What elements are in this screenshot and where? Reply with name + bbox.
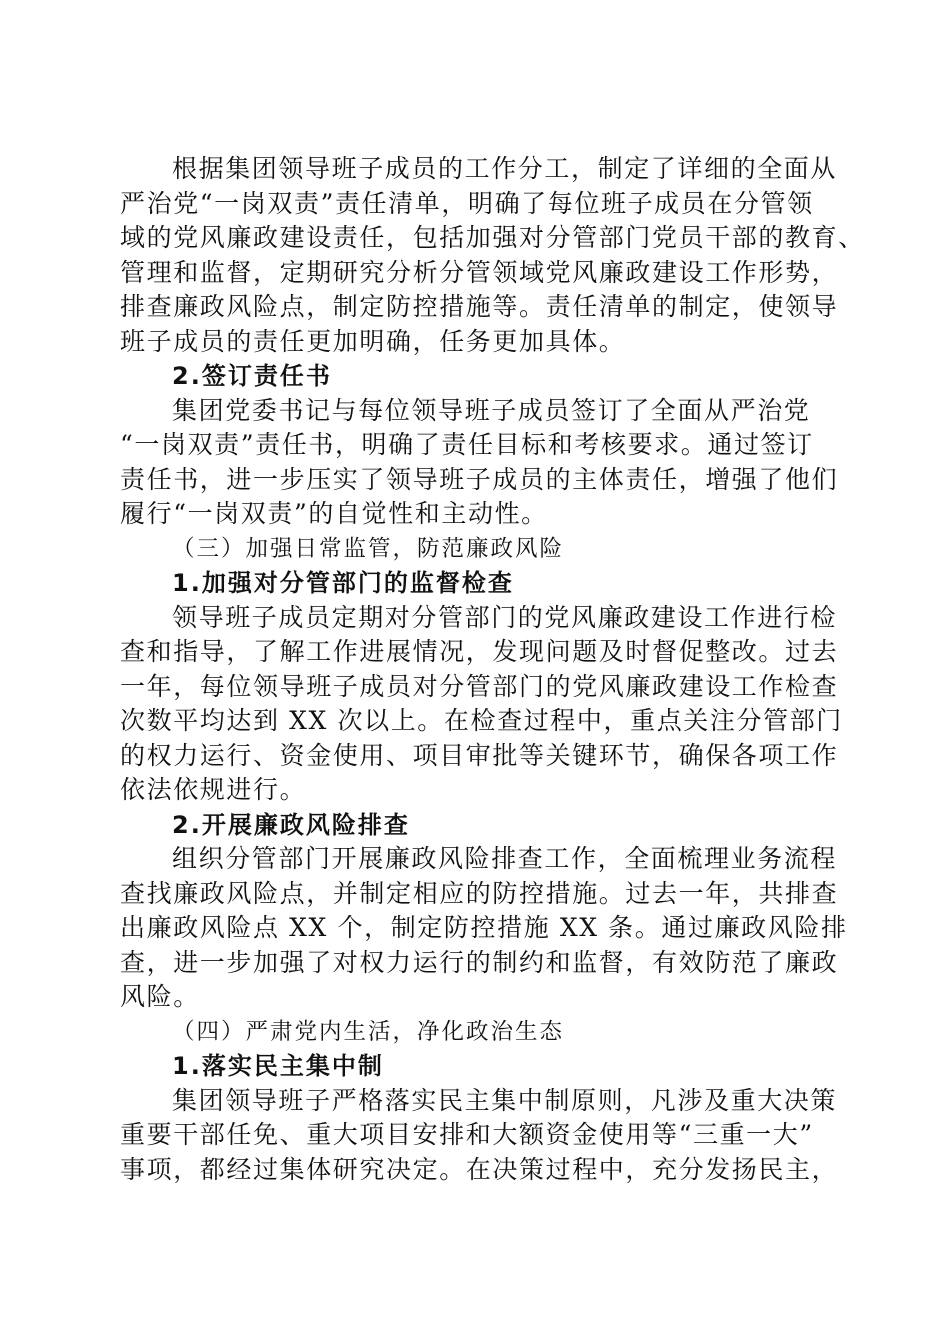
text-line: 出廉政风险点 XX 个，制定防控措施 XX 条。通过廉政风险排 xyxy=(120,913,848,942)
text-line: “一岗双责”责任书，明确了责任目标和考核要求。通过签订 xyxy=(120,430,814,459)
paragraph-responsibility-list xyxy=(120,152,865,359)
text-line: 领导班子成员定期对分管部门的党风廉政建设工作进行检 xyxy=(172,602,838,632)
text-line: 查和指导，了解工作进展情况，发现问题及时督促整改。过去 xyxy=(120,637,839,666)
text-line: 集团领导班子严格落实民主集中制原则，凡涉及重大决策 xyxy=(172,1085,838,1115)
heading-supervision-inspection: 1.加强对分管部门的监督检查 xyxy=(172,569,514,597)
text-line: 责任书，进一步压实了领导班子成员的主体责任，增强了他们 xyxy=(120,464,839,494)
text-line: 重要干部任免、重大项目安排和大额资金使用等“三重一大” xyxy=(120,1120,814,1149)
text-line: 一年，每位领导班子成员对分管部门的党风廉政建设工作检查 xyxy=(120,671,839,701)
text-line: 根据集团领导班子成员的工作分工，制定了详细的全面从 xyxy=(172,154,838,183)
text-line: 查找廉政风险点，并制定相应的防控措施。过去一年，共排查 xyxy=(120,878,839,908)
text-line: 管理和监督，定期研究分析分管领域党风廉政建设工作形势， xyxy=(120,257,839,287)
text-line: 域的党风廉政建设责任，包括加强对分管部门党员干部的教育、 xyxy=(120,223,865,252)
text-line: 履行“一岗双责”的自觉性和主动性。 xyxy=(120,499,548,528)
text-line: 的权力运行、资金使用、项目审批等关键环节，确保各项工作 xyxy=(120,740,839,770)
document-page xyxy=(120,152,865,1187)
section-heading-four: （四）严肃党内生活，净化政治生态 xyxy=(172,1018,565,1045)
paragraph-democratic-centralism xyxy=(120,1084,839,1188)
text-line: 严治党“一岗双责”责任清单，明确了每位班子成员在分管领 xyxy=(120,188,814,218)
section-heading-three: （三）加强日常监管，防范廉政风险 xyxy=(172,535,565,562)
text-line: 班子成员的责任更加明确，任务更加具体。 xyxy=(120,326,626,356)
text-line: 集团党委书记与每位领导班子成员签订了全面从严治党 xyxy=(172,395,811,425)
text-line: 次数平均达到 XX 次以上。在检查过程中，重点关注分管部门 xyxy=(120,706,843,735)
text-line: 风险。 xyxy=(120,982,200,1011)
paragraph-responsibility-letter xyxy=(120,394,839,532)
heading-risk-check: 2.开展廉政风险排查 xyxy=(172,810,410,839)
text-line: 查，进一步加强了对权力运行的制约和监督，有效防范了廉政 xyxy=(120,947,839,977)
paragraph-risk-check xyxy=(120,842,848,1015)
heading-democratic-centralism: 1.落实民主集中制 xyxy=(172,1052,384,1080)
heading-sign-responsibility: 2.签订责任书 xyxy=(172,362,332,390)
paragraph-supervision xyxy=(120,601,843,808)
text-line: 事项，都经过集体研究决定。在决策过程中，充分发扬民主， xyxy=(120,1154,839,1184)
text-line: 组织分管部门开展廉政风险排查工作，全面梳理业务流程 xyxy=(172,844,838,873)
text-line: 排查廉政风险点，制定防控措施等。责任清单的制定，使领导 xyxy=(120,292,839,321)
text-line: 依法依规进行。 xyxy=(120,775,307,804)
